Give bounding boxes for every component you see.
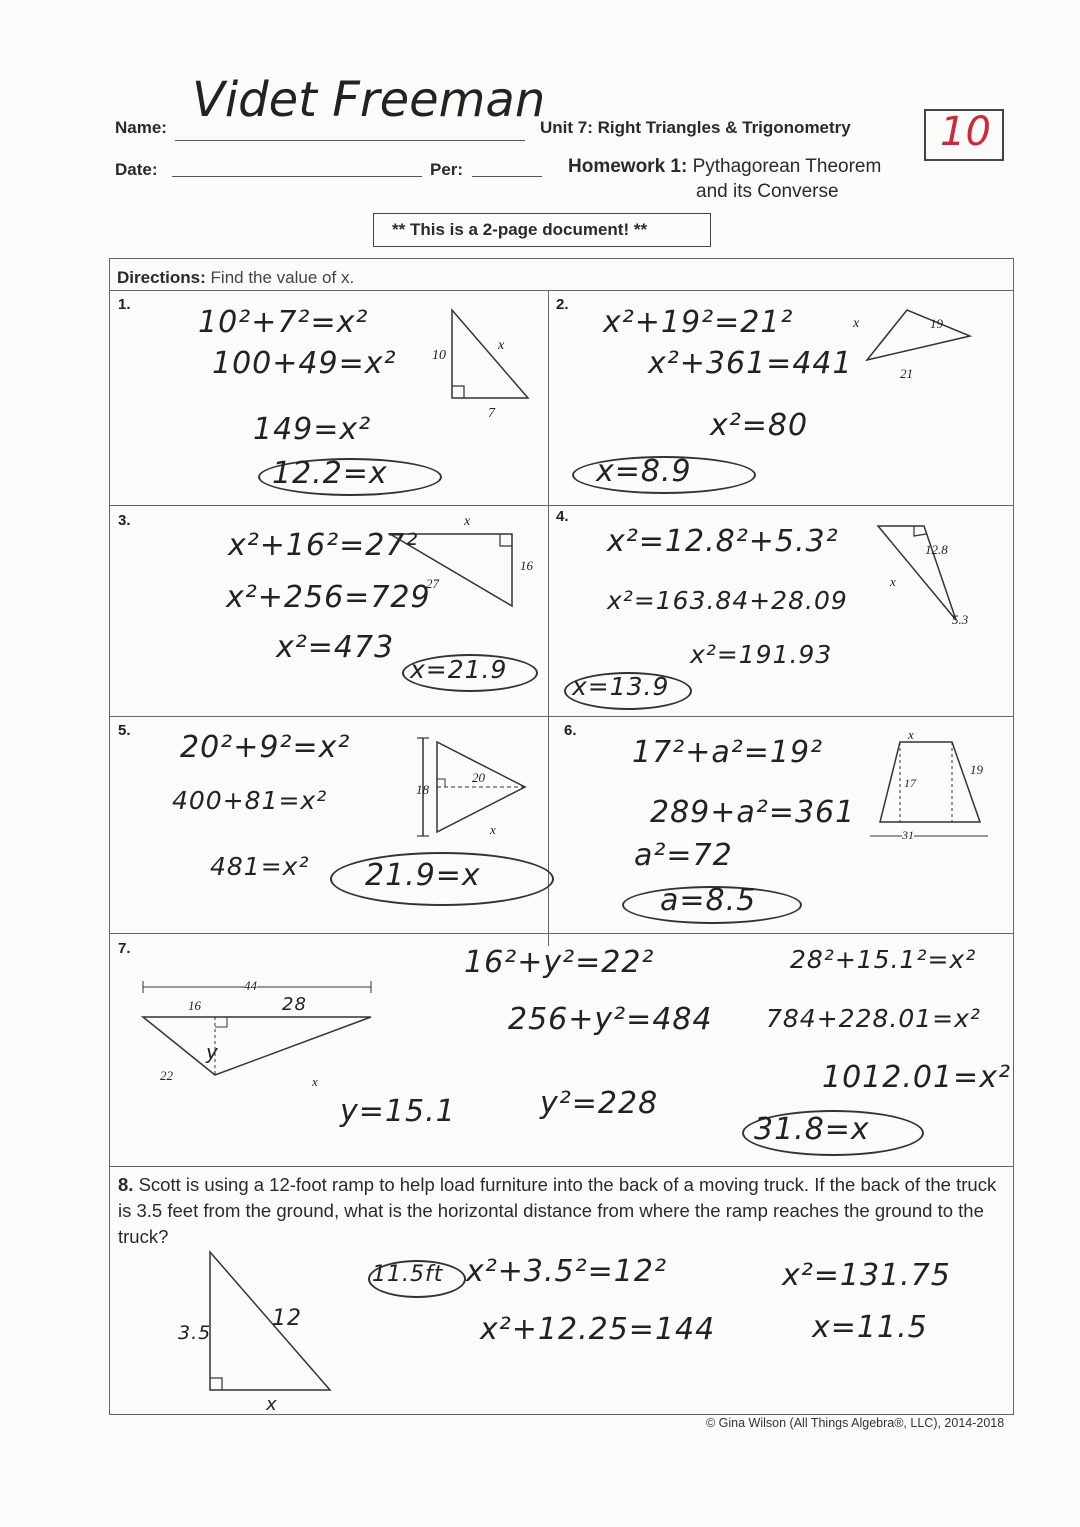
p6-label-a: x	[908, 727, 914, 742]
p2-work-3: x²=80	[710, 408, 809, 443]
name-label: Name:	[115, 118, 167, 137]
p7-label-left: 16	[188, 998, 201, 1013]
notice-text: ** This is a 2-page document! **	[392, 220, 648, 239]
p5-label-b: 20	[472, 770, 485, 785]
p3-label-b: 16	[520, 558, 533, 573]
p5-work-1: 20²+9²=x²	[180, 730, 351, 765]
score-box	[924, 109, 1004, 161]
p4-work-2: x²=163.84+28.09	[607, 586, 848, 615]
date-line	[172, 176, 422, 177]
per-label: Per:	[430, 160, 464, 179]
p7-label-top: 44	[244, 978, 257, 993]
p8-work-1: x²+3.5²=12²	[466, 1254, 667, 1289]
p3-work-2: x²+256=729	[226, 580, 431, 615]
p6-work-1: 17²+a²=19²	[632, 735, 824, 770]
p7-work-left-3: y²=228	[540, 1086, 659, 1121]
p2-work-2: x²+361=441	[648, 346, 853, 381]
notice-box	[373, 213, 711, 247]
p6-label-b: 17	[904, 776, 916, 790]
p3-label-c: 27	[426, 576, 439, 591]
p7-label-mid: 28	[282, 994, 307, 1015]
homework-title: Homework 1: Pythagorean Theorem	[568, 156, 882, 177]
per-line	[472, 176, 542, 177]
problem-4-number: 4.	[556, 508, 569, 525]
p4-label-b: x	[890, 574, 896, 589]
p6-label-c: 19	[970, 762, 983, 777]
p5-work-3: 481=x²	[210, 852, 310, 881]
date-label: Date:	[115, 160, 158, 179]
p8-answer: 11.5ft	[372, 1262, 444, 1287]
score: 10	[940, 109, 991, 155]
p7-work-left-2: 256+y²=484	[508, 1002, 713, 1037]
p7-label-x: x	[312, 1074, 318, 1089]
p1-label-a: 10	[432, 348, 446, 363]
p7-y-value: y=15.1	[340, 1094, 456, 1129]
student-name: Videt Freeman	[192, 72, 546, 128]
p6-label-d: 31	[902, 828, 914, 842]
p1-work-1: 10²+7²=x²	[198, 305, 369, 340]
unit-title: Unit 7: Right Triangles & Trigonometry	[540, 118, 851, 137]
p7-figure	[135, 975, 395, 1085]
problem-5-number: 5.	[118, 722, 131, 739]
p8-work-2: x²+12.25=144	[480, 1312, 716, 1347]
problem-8-text: 8. Scott is using a 12-foot ramp to help load furniture into the back of a moving truck. If the back of the truck is 3.5 feet from the ground, what is the horizontal distance from where the ramp reaches the ground to the truck?	[118, 1174, 997, 1247]
p7-work-right-3: 1012.01=x²	[822, 1060, 1011, 1095]
problem-1-number: 1.	[118, 296, 131, 313]
p8-label-c: x	[266, 1394, 278, 1415]
p3-work-1: x²+16²=27²	[228, 528, 419, 563]
p4-answer: x=13.9	[572, 672, 670, 701]
p6-answer: a=8.5	[660, 883, 757, 918]
p8-label-b: 12	[272, 1306, 302, 1331]
p2-label-a: x	[853, 316, 860, 331]
p5-label-c: x	[490, 822, 496, 837]
grid-line	[109, 1166, 1014, 1167]
p5-answer: 21.9=x	[365, 858, 481, 893]
p2-label-b: 19	[930, 316, 943, 331]
p7-answer: 31.8=x	[754, 1112, 870, 1147]
p4-triangle	[868, 512, 988, 632]
p1-work-3: 149=x²	[253, 412, 372, 447]
p5-label-a: 18	[416, 782, 429, 797]
p3-answer: x=21.9	[410, 655, 508, 684]
p1-work-2: 100+49=x²	[212, 346, 397, 381]
homework-subtitle: and its Converse	[696, 181, 839, 202]
p2-work-1: x²+19²=21²	[603, 305, 794, 340]
p7-work-right-1: 28²+15.1²=x²	[790, 945, 977, 974]
grid-line	[109, 716, 1014, 717]
problem-2-number: 2.	[556, 296, 569, 313]
problem-6-number: 6.	[564, 722, 577, 739]
p5-work-2: 400+81=x²	[172, 786, 328, 815]
p6-work-2: 289+a²=361	[650, 795, 856, 830]
p2-answer: x=8.9	[596, 454, 692, 489]
p4-label-c: 5.3	[952, 612, 969, 627]
p4-label-a: 12.8	[925, 542, 948, 557]
copyright: © Gina Wilson (All Things Algebra®, LLC), 2014-2018	[706, 1416, 1005, 1430]
p7-label-side: 22	[160, 1068, 173, 1083]
p7-label-y: y	[206, 1040, 219, 1064]
p3-work-3: x²=473	[276, 630, 395, 665]
problem-7-number: 7.	[118, 940, 131, 957]
p1-label-b: 7	[488, 406, 495, 421]
p3-label-a: x	[464, 514, 471, 529]
p8-work-right-2: x=11.5	[812, 1310, 928, 1345]
p1-answer: 12.2=x	[272, 456, 388, 491]
problem-3-number: 3.	[118, 512, 131, 529]
grid-line	[109, 933, 1014, 934]
p3-triangle	[380, 520, 530, 620]
p7-work-right-2: 784+228.01=x²	[766, 1004, 981, 1033]
directions: Directions: Find the value of x.	[117, 268, 355, 287]
p2-triangle	[855, 300, 985, 380]
p7-work-left-1: 16²+y²=22²	[464, 945, 655, 980]
name-line	[175, 140, 525, 141]
p1-label-c: x	[498, 338, 505, 353]
grid-line	[109, 505, 1014, 506]
p4-work-1: x²=12.8²+5.3²	[607, 524, 839, 559]
p4-work-3: x²=191.93	[690, 640, 833, 669]
grid-line	[109, 290, 1014, 291]
p8-work-right-1: x²=131.75	[782, 1258, 951, 1293]
p8-label-a: 3.5	[178, 1322, 212, 1344]
p6-trapezoid	[868, 728, 1008, 848]
p2-label-c: 21	[900, 366, 913, 381]
p6-work-3: a²=72	[634, 838, 733, 873]
p5-figure	[415, 728, 550, 848]
